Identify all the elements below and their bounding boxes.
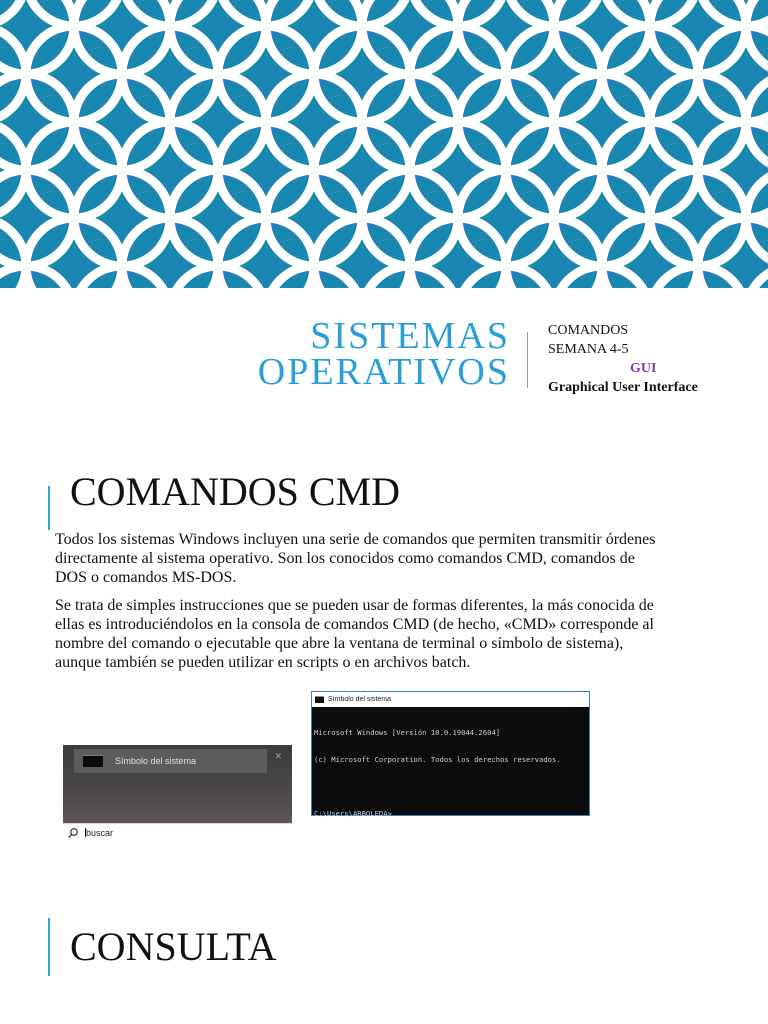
- section1-paragraph-1: Todos los sistemas Windows incluyen una serie de comandos que permiten transmitir órdenes directamente al sistema operativo. Son los conocidos como comandos CMD, comandos de DOS o comandos MS-DOS.: [55, 531, 656, 586]
- console-output: [312, 707, 589, 836]
- close-icon: ✕: [274, 751, 282, 761]
- search-result-label: Símbolo del sistema: [115, 756, 197, 766]
- search-results-panel: [63, 745, 292, 823]
- title-divider: [527, 332, 528, 388]
- search-icon: [67, 827, 79, 839]
- console-prompt: C:\Users\ARBOLEDA>: [314, 809, 392, 818]
- section2-heading: CONSULTA: [70, 924, 277, 969]
- subtitle-semana: SEMANA 4-5: [548, 342, 629, 357]
- console-window-title: Símbolo del sistema: [328, 696, 392, 703]
- search-result-item: [74, 749, 267, 773]
- command-prompt-icon: [83, 755, 103, 767]
- subtitle-comandos: COMANDOS: [548, 323, 629, 338]
- section1-body: [55, 530, 665, 681]
- subtitle-gui: GUI: [630, 361, 657, 376]
- section2-accent-bar: [48, 918, 50, 976]
- subtitle-gui-full: Graphical User Interface: [548, 380, 698, 395]
- hero-pattern-banner: [0, 0, 768, 288]
- console-line-copyright: (c) Microsoft Corporation. Todos los derechos reservados.: [314, 755, 561, 764]
- title-line-2: OPERATIVOS: [257, 351, 510, 393]
- presentation-title: [257, 315, 510, 393]
- title-line-1: SISTEMAS: [310, 315, 510, 357]
- section1-paragraph-2: Se trata de simples instrucciones que se pueden usar de formas diferentes, la más conocida de ellas es introduciéndolos en la consola de comandos CMD (de hecho, «CMD» corresponde al nombre del comando o ejecutable que abre la ventana de terminal o símbolo de sistema), aunque también se pueden utilizar en scripts o en archivos batch.: [55, 597, 654, 671]
- console-blank-line: [314, 782, 587, 791]
- windows-search-screenshot: [63, 745, 292, 840]
- console-window-icon: [315, 696, 324, 703]
- title-subtitle-block: [548, 321, 698, 397]
- section1-heading: COMANDOS CMD: [70, 469, 401, 514]
- search-bar: [63, 823, 292, 841]
- console-titlebar: [312, 692, 589, 707]
- console-line-version: Microsoft Windows [Versión 10.0.19044.2604]: [314, 728, 501, 737]
- command-prompt-screenshot: [311, 691, 590, 816]
- section1-accent-bar: [48, 486, 50, 530]
- search-text: buscar: [86, 827, 114, 838]
